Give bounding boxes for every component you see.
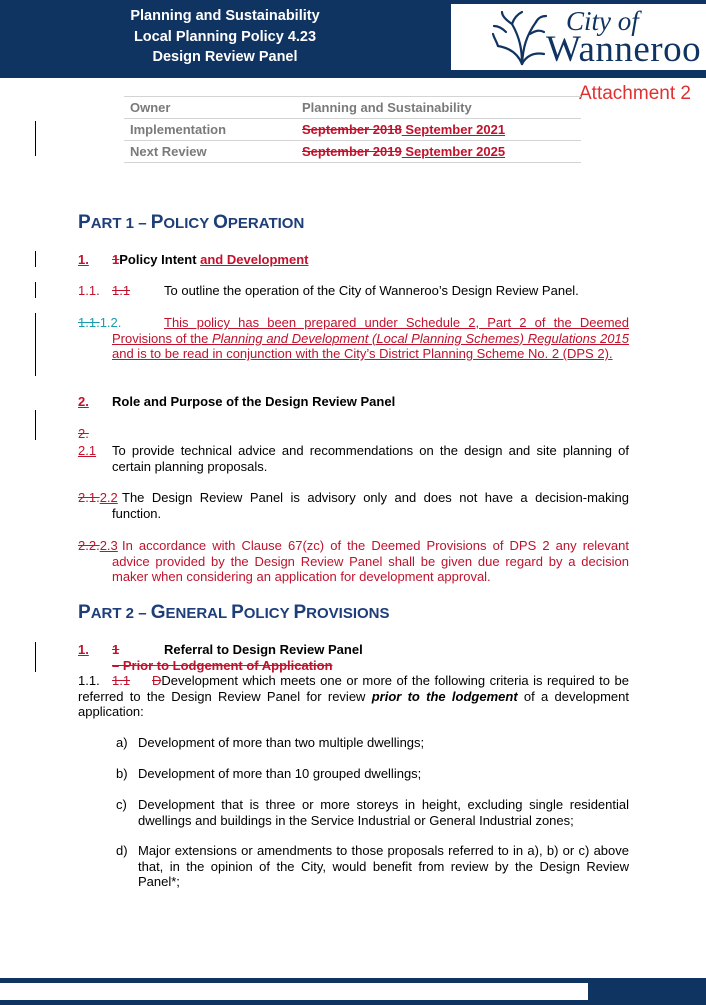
deleted-number-line [78, 426, 629, 442]
table-row [124, 97, 581, 119]
inserted-text: and Development [200, 252, 309, 267]
next-review-label: Next Review [124, 141, 296, 163]
heading-initial: G [150, 602, 166, 623]
heading-initial: P [150, 212, 164, 233]
paragraph-text: In accordance with Clause 67(zc) of the Deemed Provisions of DPS 2 any relevant advice provided by the Design Review Panel shall be given due regard by a decision maker when considering an application for development approval. [112, 538, 629, 584]
list-item-text: Major extensions or amendments to those proposals referred to in a), b) or c) above that, in the opinion of the City, would benefit from review by the Design Review Panel*; [138, 843, 629, 889]
section-title: Policy Intent [119, 252, 201, 267]
paragraph-number: 2.2 [99, 490, 118, 505]
change-bar [35, 282, 36, 298]
change-bar [35, 313, 36, 376]
heading-initial: O [213, 212, 228, 233]
heading-smallcaps: ROVISIONS [306, 605, 390, 622]
implementation-value [296, 119, 581, 141]
list-item [116, 843, 629, 890]
paragraph-text: Development which meets one or more of the following criteria is required to be referred to the Design Review Panel for review [78, 673, 629, 704]
list-letter: a) [116, 735, 128, 750]
paragraph-text: This policy has been prepared under Schedule 2, Part 2 of the Deemed Provisions of the [112, 315, 629, 346]
section-title: Referral to Design Review Panel [164, 642, 363, 657]
paragraph-text: and is to be read in conjunction with the City [112, 346, 367, 361]
part-2-paragraph-1-1 [78, 673, 629, 720]
heading-initial: P [78, 212, 91, 233]
inserted-text: September 2025 [401, 144, 506, 159]
list-item-text: Development of more than 10 grouped dwellings; [138, 766, 422, 781]
inserted-text: September 2021 [401, 122, 506, 137]
change-bar [35, 410, 36, 440]
paragraph-text: District Planning Scheme No. 2 (DPS 2) [375, 346, 609, 361]
attachment-label: Attachment 2 [579, 83, 691, 104]
owner-value: Planning and Sustainability [296, 97, 581, 119]
deleted-text: 2.2. [78, 538, 100, 553]
change-bar [35, 121, 36, 156]
part-2-heading [78, 602, 390, 624]
header-title [0, 6, 450, 68]
list-letter: d) [116, 843, 128, 858]
inserted-text: ’s [366, 346, 376, 361]
heading-initial: P [78, 602, 91, 623]
paragraph-2-1 [78, 443, 629, 474]
policy-meta-table [124, 96, 581, 163]
table-row [124, 141, 581, 163]
heading-smallcaps: PERATION [227, 215, 305, 232]
list-item [116, 735, 629, 751]
city-of-wanneroo-flower-icon [492, 10, 548, 66]
deleted-text: 2.1. [78, 490, 100, 505]
emphasis-text: prior to the lodgement [371, 688, 518, 704]
list-item [116, 797, 629, 828]
deleted-text: D [152, 673, 162, 688]
change-bar [35, 251, 36, 267]
header-line-3: Design Review Panel [152, 49, 298, 65]
paragraph-2-2 [78, 490, 629, 521]
deleted-text: 1 [112, 252, 120, 267]
paragraph-number: 1.1. [78, 283, 100, 298]
list-letter: c) [116, 797, 127, 812]
paragraph-text: The Design Review Panel is advisory only and does not have a decision-making function. [112, 490, 629, 521]
deleted-text: September 2018 [302, 122, 402, 137]
heading-smallcaps: ART 1 – [90, 215, 151, 232]
paragraph-text: . [608, 346, 613, 361]
regulation-title: Planning and Development (Local Planning Schemes) Regulations 2015 [212, 330, 629, 346]
paragraph-2-3 [78, 538, 629, 585]
part-2-section-1-heading [78, 642, 629, 673]
header-line-2: Local Planning Policy 4.23 [133, 28, 317, 45]
owner-label: Owner [124, 97, 296, 119]
section-1-heading [78, 252, 629, 268]
deleted-text: 2. [78, 426, 89, 441]
paragraph-1-1 [78, 283, 629, 299]
heading-smallcaps: OLICY [163, 215, 214, 232]
paragraph-text: of a development application: [78, 688, 629, 719]
section-title: Role and Purpose of the Design Review Panel [112, 394, 396, 409]
footer-strip [0, 983, 588, 1000]
deleted-text: 1.1 [112, 283, 131, 298]
paragraph-number: 2.3 [99, 538, 118, 553]
deleted-text: – Prior to Lodgement of Application [112, 657, 333, 673]
next-review-value [296, 141, 581, 163]
deleted-text: September 2019 [302, 144, 402, 159]
deleted-text: 1.1 [112, 673, 131, 688]
list-item [116, 766, 629, 782]
table-row [124, 119, 581, 141]
part-1-heading [78, 212, 304, 234]
section-number: 1. [78, 252, 89, 267]
change-bar [35, 642, 36, 672]
list-item-text: Development that is three or more storeys in height, excluding single residential dwellings and buildings in the Service Industrial or General Industrial zones; [138, 797, 629, 828]
logo-text-wanneroo: Wanneroo [546, 29, 702, 70]
list-item-text: Development of more than two multiple dwellings; [138, 735, 425, 750]
implementation-label: Implementation [124, 119, 296, 141]
paragraph-number: 1.1. [78, 673, 100, 688]
heading-smallcaps: ART 2 – [90, 605, 151, 622]
paragraph-text: To provide technical advice and recommendations on the design and site planning of certain planning proposals. [112, 443, 629, 474]
paragraph-number: 2.1 [78, 443, 97, 458]
deleted-text: 1 [112, 642, 120, 657]
heading-smallcaps: ENERAL [165, 605, 232, 622]
heading-initial: P [293, 602, 307, 623]
heading-initial: P [231, 602, 244, 623]
paragraph-number: 1.2. [99, 315, 122, 330]
deleted-text: 1.1. [78, 315, 100, 330]
heading-smallcaps: OLICY [243, 605, 294, 622]
section-number: 2. [78, 394, 89, 409]
paragraph-text: To outline the operation of the City of Wanneroo’s Design Review Panel. [164, 283, 579, 298]
header-line-1: Planning and Sustainability [130, 8, 320, 24]
section-2-heading [78, 394, 629, 410]
paragraph-1-2 [78, 315, 629, 362]
list-letter: b) [116, 766, 128, 781]
section-number: 1. [78, 642, 89, 657]
logo-text-city-of: City of [566, 6, 639, 36]
